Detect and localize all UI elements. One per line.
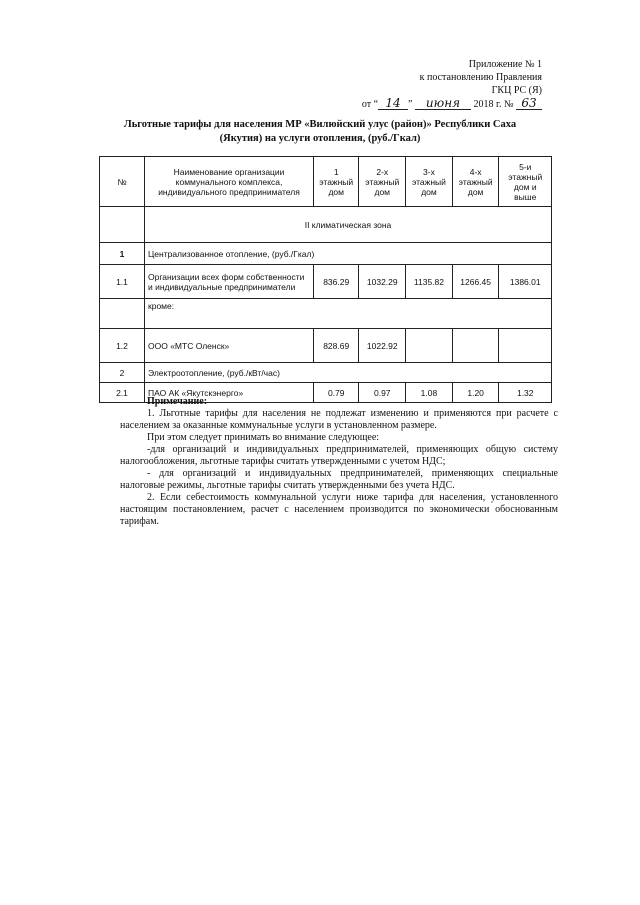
climate-zone-row — [100, 207, 552, 243]
note-paragraph-2: При этом следует принимать во внимание следующее: — [147, 432, 380, 443]
tariff-floor-4 — [452, 329, 499, 363]
row-number: 1 — [100, 243, 145, 265]
tariff-floor-4: 1266.45 — [452, 265, 499, 299]
table-header-row — [100, 157, 552, 207]
tariff-floor-1: 836.29 — [314, 265, 359, 299]
tariff-floor-5: 1386.01 — [499, 265, 552, 299]
row-organization: Организации всех форм собственности и индивидуальные предприниматели — [145, 265, 314, 299]
appendix-line-3: ГКЦ РС (Я) — [491, 85, 542, 96]
handwritten-number: 63 — [516, 97, 542, 110]
row-number: 2 — [100, 363, 145, 383]
appendix-header — [362, 58, 542, 111]
header-floor-2: 2-х этажный дом — [359, 157, 406, 207]
note-paragraph-1: 1. Льготные тарифы для населения не подлежат изменению и применяются при расчете с населением за оказанные коммунальные услуги в установленном размере. — [120, 408, 558, 431]
tariff-floor-5: 1.32 — [499, 383, 552, 403]
resolution-date-line — [362, 97, 542, 111]
climate-zone-label: II климатическая зона — [145, 207, 552, 243]
appendix-line-1: Приложение № 1 — [468, 59, 542, 70]
handwritten-month: июня — [415, 97, 471, 110]
header-floor-5: 5-и этажный дом и выше — [499, 157, 552, 207]
row-except-label: кроме: — [145, 299, 552, 329]
date-separator: ” — [408, 99, 413, 110]
tariff-floor-3: 1.08 — [406, 383, 453, 403]
row-section-name: Электроотопление, (руб./кВт/час) — [145, 363, 552, 383]
table-row — [100, 299, 552, 329]
row-number — [100, 299, 145, 329]
row-number: 1.1 — [100, 265, 145, 299]
tariff-floor-5 — [499, 329, 552, 363]
note-paragraph-3: -для организаций и индивидуальных предпринимателей, применяющих общую систему налогообложения, льготные тарифы считать утвержденными с учетом НДС; — [120, 444, 558, 467]
tariff-floor-3: 1135.82 — [406, 265, 453, 299]
title-line-1: Льготные тарифы для населения МР «Вилюйский улус (район)» Республики Саха — [123, 119, 517, 130]
header-floor-1: 1 этажный дом — [314, 157, 359, 207]
table-row — [100, 363, 552, 383]
row-section-name: Централизованное отопление, (руб./Гкал) — [145, 243, 552, 265]
header-floor-4: 4-х этажный дом — [452, 157, 499, 207]
tariff-floor-2: 1022.92 — [359, 329, 406, 363]
header-number: № — [100, 157, 145, 207]
note-paragraph-5: 2. Если себестоимость коммунальной услуги ниже тарифа для населения, установленного настоящим постановлением, расчет с населением производится по экономически обоснованным тарифам. — [120, 492, 558, 527]
notes-section — [120, 396, 558, 528]
header-floor-3: 3-х этажный дом — [406, 157, 453, 207]
table-row — [100, 265, 552, 299]
table-row — [100, 243, 552, 265]
title-line-2: (Якутия) на услуги отопления, (руб./Гкал) — [219, 133, 421, 144]
tariff-floor-1: 828.69 — [314, 329, 359, 363]
row-organization: ООО «МТС Оленск» — [145, 329, 314, 363]
tariff-table — [99, 156, 552, 403]
table-row — [100, 329, 552, 363]
date-prefix: от “ — [361, 99, 379, 110]
row-organization: ПАО АК «Якутскэнерго» — [145, 383, 314, 403]
tariff-floor-3 — [406, 329, 453, 363]
tariff-floor-1: 0.79 — [314, 383, 359, 403]
note-paragraph-4: - для организаций и индивидуальных предпринимателей, применяющих специальные налоговые режимы, льготные тарифы считать утвержденными без учета НДС. — [120, 468, 558, 491]
row-number: 2.1 — [100, 383, 145, 403]
row-number: 1.2 — [100, 329, 145, 363]
header-organization: Наименование организации коммунального комплекса, индивидуального предпринимателя — [145, 157, 314, 207]
document-title — [100, 118, 540, 146]
notes-heading: Примечание: — [147, 396, 208, 407]
appendix-line-2: к постановлению Правления — [419, 72, 542, 83]
zone-number-cell — [100, 207, 145, 243]
tariff-floor-2: 1032.29 — [359, 265, 406, 299]
tariff-floor-2: 0.97 — [359, 383, 406, 403]
handwritten-day: 14 — [378, 97, 408, 110]
tariff-floor-4: 1.20 — [452, 383, 499, 403]
date-year: 2018 г. № — [473, 99, 514, 110]
